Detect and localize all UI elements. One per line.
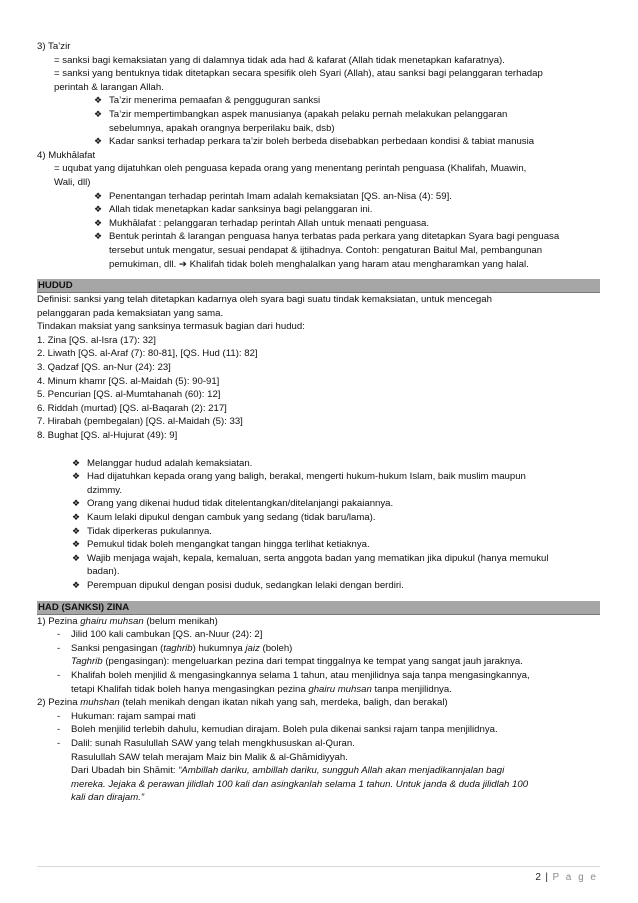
section-header-hudud: HUDUD	[37, 279, 600, 293]
list-item-continuation: sebelumnya, apakah orangnya berperilaku baik, dsb)	[109, 122, 335, 134]
mukhalafat-heading: 4) Mukhālafat	[37, 149, 96, 161]
diamond-bullet-icon: ❖	[94, 231, 103, 242]
list-item-continuation: tersebut untuk mengatur, sesuai pendapat & ijtihadnya. Contoh: pengaturan Baitul Mal, pembangunan	[109, 244, 543, 256]
tazir-definition-2-cont: perintah & larangan Allah.	[54, 81, 164, 93]
diamond-bullet-icon: ❖	[72, 579, 81, 590]
list-item: ❖ Melanggar hudud adalah kemaksiatan.	[72, 457, 253, 469]
hudud-list-intro: Tindakan maksiat yang sanksinya termasuk bagian dari hudud:	[37, 321, 305, 333]
footer-divider	[37, 866, 600, 867]
list-item: - Hukuman: rajam sampai mati	[57, 710, 196, 722]
list-item: ❖ Orang yang dikenai hudud tidak ditelentangkan/ditelanjangi pakaiannya.	[72, 498, 394, 510]
hudud-list-item: 3. Qadzaf [QS. an-Nur (24): 23]	[37, 362, 171, 374]
list-item-continuation: badan).	[87, 566, 120, 578]
page-footer	[535, 872, 598, 883]
list-item: ❖ Ta’zir mempertimbangkan aspek manusianya (apakah pelaku pernah melakukan pelanggaran	[94, 108, 508, 120]
zina-point-2: 2) Pezina muhshan (telah menikah dengan ikatan nikah yang sah, merdeka, baligh, dan berakal)	[37, 697, 448, 709]
hudud-definition-cont: pelanggaran pada kemaksiatan yang sama.	[37, 307, 224, 319]
list-item: ❖ Mukhālafat : pelanggaran terhadap perintah Allah untuk menaati penguasa.	[94, 217, 430, 229]
footer-separator: |	[545, 872, 549, 883]
hudud-list-item: 2. Liwath [QS. al-Araf (7): 80-81], [QS. Hud (11): 82]	[37, 348, 258, 360]
spacer	[37, 443, 600, 457]
list-item-continuation: dzimmy.	[87, 484, 122, 496]
list-item: - Dalil: sunah Rasulullah SAW yang telah mengkhususkan al-Quran.	[57, 737, 355, 749]
list-item: ❖ Had dijatuhkan kepada orang yang baligh, berakal, mengerti hukum-hukum Islam, baik muslim maupun	[72, 471, 526, 483]
page-number: 2	[535, 872, 542, 883]
list-item-continuation: Rasulullah SAW telah merajam Maiz bin Malik & al-Ghāmidiyyah.	[71, 751, 348, 763]
page-content	[37, 40, 600, 805]
right-arrow-icon: ➔	[178, 258, 187, 270]
quote-continuation: kali dan dirajam.”	[71, 792, 145, 804]
tazir-definition-1: = sanksi bagi kemaksiatan yang di dalamnya tidak ada had & kafarat (Allah tidak menetapkan kafaratnya).	[54, 54, 505, 66]
list-item-continuation: Dari Ubadah bin Shāmit: “Ambillah dariku, ambillah dariku, sungguh Allah akan menjadikannjalan bagi	[71, 765, 505, 777]
mukhalafat-definition-cont: Wali, dll)	[54, 176, 91, 188]
list-item: ❖ Tidak diperkeras pukulannya.	[72, 525, 212, 537]
list-item: ❖ Perempuan dipukul dengan posisi duduk, sedangkan lelaki dengan berdiri.	[72, 579, 404, 591]
hudud-list-item: 7. Hirabah (pembegalan) [QS. al-Maidah (5): 33]	[37, 416, 243, 428]
diamond-bullet-icon: ❖	[94, 217, 103, 228]
list-item: ❖ Wajib menjaga wajah, kepala, kemaluan, serta anggota badan yang mematikan jika dipukul (hanya memukul	[72, 552, 549, 564]
list-item: ❖ Kaum lelaki dipukul dengan cambuk yang sedang (tidak baru/lama).	[72, 512, 376, 523]
hudud-list-item: 6. Riddah (murtad) [QS. al-Baqarah (2): 217]	[37, 402, 227, 414]
diamond-bullet-icon: ❖	[72, 471, 81, 482]
tazir-definition-2: = sanksi yang bentuknya tidak ditetapkan secara spesifik oleh Syari (Allah), atau sanksi bagi pelanggaran terhadap	[54, 68, 543, 80]
list-item: - Sanksi pengasingan (taghrib) hukumnya jaiz (boleh)	[57, 642, 293, 654]
diamond-bullet-icon: ❖	[72, 498, 81, 509]
hudud-list-item: 1. Zina [QS. al-Isra (17): 32]	[37, 334, 156, 346]
hudud-list-item: 4. Minum khamr [QS. al-Maidah (5): 90-91]	[37, 375, 220, 387]
hudud-list-item: 5. Pencurian [QS. al-Mumtahanah (60): 12]	[37, 389, 221, 401]
list-item: ❖ Kadar sanksi terhadap perkara ta’zir boleh berbeda disebabkan perbedaan kondisi & tabiat manusia	[94, 136, 535, 148]
quote-continuation: mereka. Jejaka & perawan jilidlah 100 kali dan asingkanlah selama 1 tahun. Untuk janda & duda jilidlah 100	[71, 778, 529, 790]
diamond-bullet-icon: ❖	[72, 525, 81, 536]
list-item-continuation: Taghrib (pengasingan): mengeluarkan pezina dari tempat tinggalnya ke tempat yang sangat jauh jaraknya.	[71, 656, 523, 668]
hudud-definition: Definisi: sanksi yang telah ditetapkan kadarnya oleh syara bagi suatu tindak kemaksiatan, untuk mencegah	[37, 294, 492, 306]
list-item: ❖ Penentangan terhadap perintah Imam adalah kemaksiatan [QS. an-Nisa (4): 59].	[94, 190, 452, 202]
diamond-bullet-icon: ❖	[72, 512, 81, 522]
list-item: ❖ Allah tidak menetapkan kadar sanksinya bagi pelanggaran ini.	[94, 204, 373, 216]
tazir-heading: 3) Ta’zir	[37, 41, 71, 52]
diamond-bullet-icon: ❖	[94, 108, 103, 119]
diamond-bullet-icon: ❖	[94, 190, 103, 201]
diamond-bullet-icon: ❖	[94, 204, 103, 215]
list-item: - Khalifah boleh menjilid & mengasingkannya selama 1 tahun, atau menjilidnya saja tanpa mengasingkannya,	[57, 669, 530, 681]
list-item: ❖ Bentuk perintah & larangan penguasa hanya terbatas pada perkara yang ditetapkan Syara bagi penguasa	[94, 231, 560, 243]
list-item: - Jilid 100 kali cambukan [QS. an-Nuur (24): 2]	[57, 629, 263, 641]
diamond-bullet-icon: ❖	[72, 539, 81, 550]
diamond-bullet-icon: ❖	[72, 457, 81, 468]
section-header-had-zina: HAD (SANKSI) ZINA	[37, 601, 600, 615]
diamond-bullet-icon: ❖	[72, 552, 81, 563]
zina-point-1: 1) Pezina ghairu muhsan (belum menikah)	[37, 615, 218, 627]
list-item: - Boleh menjilid terlebih dahulu, kemudian dirajam. Boleh pula dikenai sanksi rajam tanpa menjilidnya.	[57, 724, 498, 736]
list-item-continuation: pemukiman, dll. ➔ Khalifah tidak boleh menghalalkan yang haram atau mengharamkan yang halal.	[109, 258, 529, 270]
list-item: ❖ Ta’zir menerima pemaafan & pengguguran sanksi	[94, 95, 321, 107]
list-item-continuation: tetapi Khalifah tidak boleh hanya mengasingkan pezina ghairu muhsan tanpa menjilidnya.	[71, 683, 452, 695]
mukhalafat-definition: = uqubat yang dijatuhkan oleh penguasa kepada orang yang menentang perintah penguasa (Khalifah, Muawin,	[54, 163, 527, 175]
list-item: ❖ Pemukul tidak boleh mengangkat tangan hingga terlihat ketiaknya.	[72, 539, 370, 551]
diamond-bullet-icon: ❖	[94, 95, 103, 106]
page-label: P a g e	[552, 872, 598, 883]
hudud-list-item: 8. Bughat [QS. al-Hujurat (49): 9]	[37, 430, 178, 442]
diamond-bullet-icon: ❖	[94, 136, 103, 147]
